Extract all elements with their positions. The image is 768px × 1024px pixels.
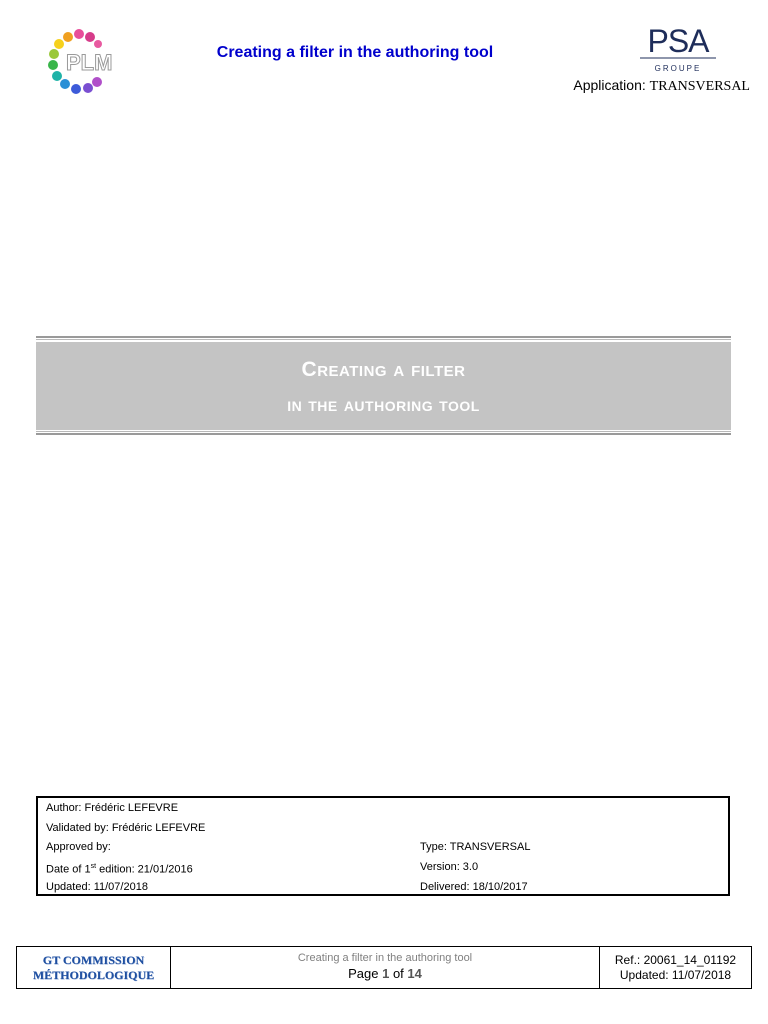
first-edition-prefix: Date of 1	[46, 863, 91, 876]
delivered-field: Delivered: 18/10/2017	[420, 881, 528, 893]
type-field: Type: TRANSVERSAL	[420, 841, 531, 853]
application-line	[540, 77, 750, 95]
psa-logo-subtext: GROUPE	[654, 64, 702, 73]
first-edition-sup: st	[90, 863, 97, 870]
first-edition-suffix: edition: 21/01/2016	[96, 863, 193, 876]
footer-commission-line1: GT COMMISSION	[42, 953, 145, 967]
page-of: of	[389, 966, 408, 981]
updated-field: Updated: 11/07/2018	[46, 881, 148, 893]
first-edition-field	[46, 857, 193, 877]
footer-center	[171, 947, 599, 988]
page-current: 1	[382, 966, 390, 981]
document-info-table	[36, 796, 730, 896]
footer-ref: Ref.: 20061_14_01192	[614, 953, 737, 967]
application-value: TRANSVERSAL	[649, 79, 750, 94]
version-field: Version: 3.0	[420, 861, 479, 873]
plm-logo-text: PLM	[66, 50, 113, 75]
footer-page-number	[171, 966, 599, 981]
footer-commission-line2: MÉTHODOLOGIQUE	[32, 968, 155, 982]
footer-updated: Updated: 11/07/2018	[619, 968, 732, 982]
application-label: Application:	[573, 77, 650, 93]
page-total: 14	[407, 966, 422, 981]
author-field: Author: Frédéric LEFEVRE	[46, 802, 179, 814]
footer-reference	[599, 947, 751, 988]
psa-logo-text: PSA	[647, 23, 709, 59]
title-banner	[36, 336, 731, 436]
page-footer	[16, 946, 752, 989]
footer-commission	[17, 947, 171, 988]
page-label: Page	[348, 966, 383, 981]
plm-logo	[46, 26, 144, 96]
validated-by-field: Validated by: Frédéric LEFEVRE	[46, 822, 206, 834]
psa-logo	[626, 22, 730, 74]
banner-title-line2: in the authoring tool	[287, 394, 480, 416]
header-title: Creating a filter in the authoring tool	[216, 44, 494, 61]
footer-doc-title: Creating a filter in the authoring tool	[297, 952, 473, 964]
approved-by-field: Approved by:	[46, 841, 111, 853]
banner-title-line1: Creating a filter	[301, 358, 466, 381]
